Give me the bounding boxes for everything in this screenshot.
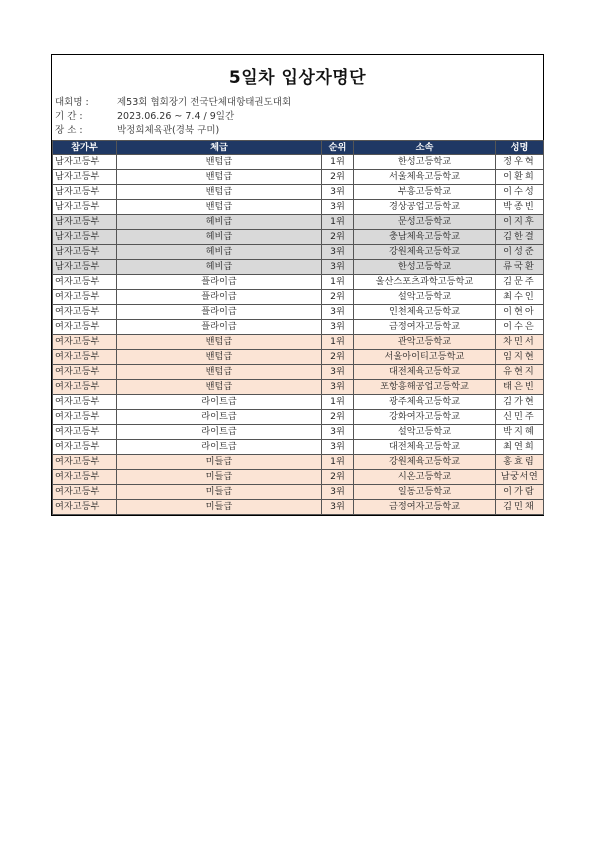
cell-name: 이현아 xyxy=(496,305,544,320)
cell-school: 충남체육고등학교 xyxy=(354,230,496,245)
cell-name: 이가람 xyxy=(496,485,544,500)
cell-school: 서울아이티고등학교 xyxy=(354,350,496,365)
cell-name: 김문주 xyxy=(496,275,544,290)
cell-rank: 3위 xyxy=(322,380,354,395)
cell-weight: 라이트급 xyxy=(117,440,322,455)
cell-division: 여자고등부 xyxy=(53,290,117,305)
table-row xyxy=(53,440,544,455)
cell-rank: 3위 xyxy=(322,485,354,500)
cell-rank: 3위 xyxy=(322,440,354,455)
cell-division: 여자고등부 xyxy=(53,455,117,470)
table-row xyxy=(53,365,544,380)
cell-weight: 미들급 xyxy=(117,455,322,470)
cell-name: 이수성 xyxy=(496,185,544,200)
info-value: 박정희체육관(경북 구미) xyxy=(117,125,220,136)
cell-weight: 헤비급 xyxy=(117,230,322,245)
cell-division: 여자고등부 xyxy=(53,410,117,425)
cell-weight: 밴텀급 xyxy=(117,155,322,170)
cell-name: 최수인 xyxy=(496,290,544,305)
info-competition xyxy=(55,96,291,109)
cell-school: 부흥고등학교 xyxy=(354,185,496,200)
cell-division: 남자고등부 xyxy=(53,170,117,185)
cell-division: 여자고등부 xyxy=(53,365,117,380)
cell-name: 최연희 xyxy=(496,440,544,455)
table-row xyxy=(53,470,544,485)
cell-division: 여자고등부 xyxy=(53,440,117,455)
cell-division: 여자고등부 xyxy=(53,485,117,500)
results-table xyxy=(52,140,544,515)
cell-weight: 밴텀급 xyxy=(117,200,322,215)
cell-school: 설악고등학교 xyxy=(354,425,496,440)
cell-division: 여자고등부 xyxy=(53,305,117,320)
cell-school: 일동고등학교 xyxy=(354,485,496,500)
header-row xyxy=(53,141,544,155)
cell-rank: 2위 xyxy=(322,410,354,425)
cell-rank: 2위 xyxy=(322,350,354,365)
table-row xyxy=(53,395,544,410)
table-row xyxy=(53,350,544,365)
cell-rank: 3위 xyxy=(322,500,354,515)
cell-weight: 헤비급 xyxy=(117,215,322,230)
cell-school: 문성고등학교 xyxy=(354,215,496,230)
cell-weight: 라이트급 xyxy=(117,410,322,425)
table-row xyxy=(53,260,544,275)
cell-name: 이환희 xyxy=(496,170,544,185)
cell-school: 포항흥해공업고등학교 xyxy=(354,380,496,395)
cell-name: 김민채 xyxy=(496,500,544,515)
cell-division: 남자고등부 xyxy=(53,215,117,230)
cell-weight: 플라이급 xyxy=(117,320,322,335)
cell-school: 금정여자고등학교 xyxy=(354,320,496,335)
cell-name: 유현지 xyxy=(496,365,544,380)
cell-weight: 밴텀급 xyxy=(117,365,322,380)
info-label: 대회명 : xyxy=(55,97,89,108)
cell-weight: 플라이급 xyxy=(117,305,322,320)
cell-name: 임지현 xyxy=(496,350,544,365)
cell-name: 박지혜 xyxy=(496,425,544,440)
table-row xyxy=(53,275,544,290)
cell-rank: 1위 xyxy=(322,215,354,230)
cell-division: 남자고등부 xyxy=(53,200,117,215)
table-row xyxy=(53,230,544,245)
cell-rank: 3위 xyxy=(322,245,354,260)
cell-division: 여자고등부 xyxy=(53,380,117,395)
table-row xyxy=(53,500,544,515)
cell-name: 박종빈 xyxy=(496,200,544,215)
cell-school: 강원체육고등학교 xyxy=(354,455,496,470)
table-row xyxy=(53,425,544,440)
header-rank: 순위 xyxy=(322,141,354,155)
cell-division: 여자고등부 xyxy=(53,470,117,485)
cell-name: 차민서 xyxy=(496,335,544,350)
cell-rank: 1위 xyxy=(322,275,354,290)
cell-rank: 3위 xyxy=(322,320,354,335)
cell-rank: 2위 xyxy=(322,170,354,185)
info-value: 2023.06.26 ~ 7.4 / 9일간 xyxy=(117,111,235,122)
header-weight: 체급 xyxy=(117,141,322,155)
table-row xyxy=(53,155,544,170)
cell-rank: 2위 xyxy=(322,470,354,485)
header-division: 참가부 xyxy=(53,141,117,155)
cell-weight: 라이트급 xyxy=(117,395,322,410)
header-name: 성명 xyxy=(496,141,544,155)
cell-weight: 밴텀급 xyxy=(117,335,322,350)
cell-school: 시온고등학교 xyxy=(354,470,496,485)
cell-school: 광주체육고등학교 xyxy=(354,395,496,410)
table-row xyxy=(53,185,544,200)
cell-name: 이수은 xyxy=(496,320,544,335)
cell-school: 한성고등학교 xyxy=(354,155,496,170)
table-row xyxy=(53,335,544,350)
cell-name: 정우혁 xyxy=(496,155,544,170)
table-row xyxy=(53,305,544,320)
info-venue xyxy=(55,124,219,137)
cell-school: 대전체육고등학교 xyxy=(354,365,496,380)
table-row xyxy=(53,170,544,185)
cell-name: 김한결 xyxy=(496,230,544,245)
cell-weight: 밴텀급 xyxy=(117,350,322,365)
cell-weight: 라이트급 xyxy=(117,425,322,440)
cell-name: 남궁서연 xyxy=(496,470,544,485)
table-row xyxy=(53,245,544,260)
cell-rank: 2위 xyxy=(322,230,354,245)
page-title: 5일차 입상자명단 xyxy=(228,68,367,88)
table-row xyxy=(53,290,544,305)
cell-school: 금정여자고등학교 xyxy=(354,500,496,515)
cell-weight: 밴텀급 xyxy=(117,170,322,185)
cell-name: 류국환 xyxy=(496,260,544,275)
cell-name: 홍효림 xyxy=(496,455,544,470)
cell-school: 서울체육고등학교 xyxy=(354,170,496,185)
cell-school: 대전체육고등학교 xyxy=(354,440,496,455)
cell-weight: 플라이급 xyxy=(117,290,322,305)
results-sheet xyxy=(51,54,544,516)
cell-division: 여자고등부 xyxy=(53,335,117,350)
cell-weight: 밴텀급 xyxy=(117,185,322,200)
cell-weight: 밴텀급 xyxy=(117,380,322,395)
cell-school: 경상공업고등학교 xyxy=(354,200,496,215)
cell-rank: 1위 xyxy=(322,395,354,410)
cell-division: 남자고등부 xyxy=(53,245,117,260)
table-row xyxy=(53,200,544,215)
cell-school: 강원체육고등학교 xyxy=(354,245,496,260)
cell-school: 울산스포츠과학고등학교 xyxy=(354,275,496,290)
table-row xyxy=(53,410,544,425)
cell-division: 여자고등부 xyxy=(53,395,117,410)
cell-rank: 3위 xyxy=(322,185,354,200)
cell-rank: 1위 xyxy=(322,455,354,470)
table-row xyxy=(53,485,544,500)
cell-weight: 헤비급 xyxy=(117,260,322,275)
cell-school: 설악고등학교 xyxy=(354,290,496,305)
cell-school: 인천체육고등학교 xyxy=(354,305,496,320)
cell-name: 이지후 xyxy=(496,215,544,230)
cell-name: 태은빈 xyxy=(496,380,544,395)
cell-school: 한성고등학교 xyxy=(354,260,496,275)
cell-division: 여자고등부 xyxy=(53,320,117,335)
cell-division: 남자고등부 xyxy=(53,260,117,275)
cell-division: 여자고등부 xyxy=(53,275,117,290)
cell-weight: 미들급 xyxy=(117,470,322,485)
info-label: 기 간 : xyxy=(55,111,83,122)
cell-rank: 1위 xyxy=(322,335,354,350)
cell-name: 김가현 xyxy=(496,395,544,410)
cell-school: 강화여자고등학교 xyxy=(354,410,496,425)
cell-division: 남자고등부 xyxy=(53,185,117,200)
table-row xyxy=(53,215,544,230)
cell-rank: 1위 xyxy=(322,155,354,170)
info-value: 제53회 협회장기 전국단체대항태권도대회 xyxy=(117,97,292,108)
cell-division: 남자고등부 xyxy=(53,155,117,170)
cell-rank: 3위 xyxy=(322,260,354,275)
info-period xyxy=(55,110,234,123)
cell-division: 여자고등부 xyxy=(53,425,117,440)
cell-rank: 3위 xyxy=(322,365,354,380)
cell-division: 여자고등부 xyxy=(53,350,117,365)
table-row xyxy=(53,455,544,470)
cell-name: 이성준 xyxy=(496,245,544,260)
cell-rank: 3위 xyxy=(322,425,354,440)
cell-rank: 3위 xyxy=(322,305,354,320)
cell-division: 여자고등부 xyxy=(53,500,117,515)
table-row xyxy=(53,380,544,395)
cell-rank: 2위 xyxy=(322,290,354,305)
cell-weight: 미들급 xyxy=(117,485,322,500)
table-row xyxy=(53,320,544,335)
info-label: 장 소 : xyxy=(55,125,83,136)
header-school: 소속 xyxy=(354,141,496,155)
cell-rank: 3위 xyxy=(322,200,354,215)
cell-division: 남자고등부 xyxy=(53,230,117,245)
cell-name: 신민주 xyxy=(496,410,544,425)
cell-weight: 미들급 xyxy=(117,500,322,515)
cell-school: 관악고등학교 xyxy=(354,335,496,350)
cell-weight: 플라이급 xyxy=(117,275,322,290)
cell-weight: 헤비급 xyxy=(117,245,322,260)
